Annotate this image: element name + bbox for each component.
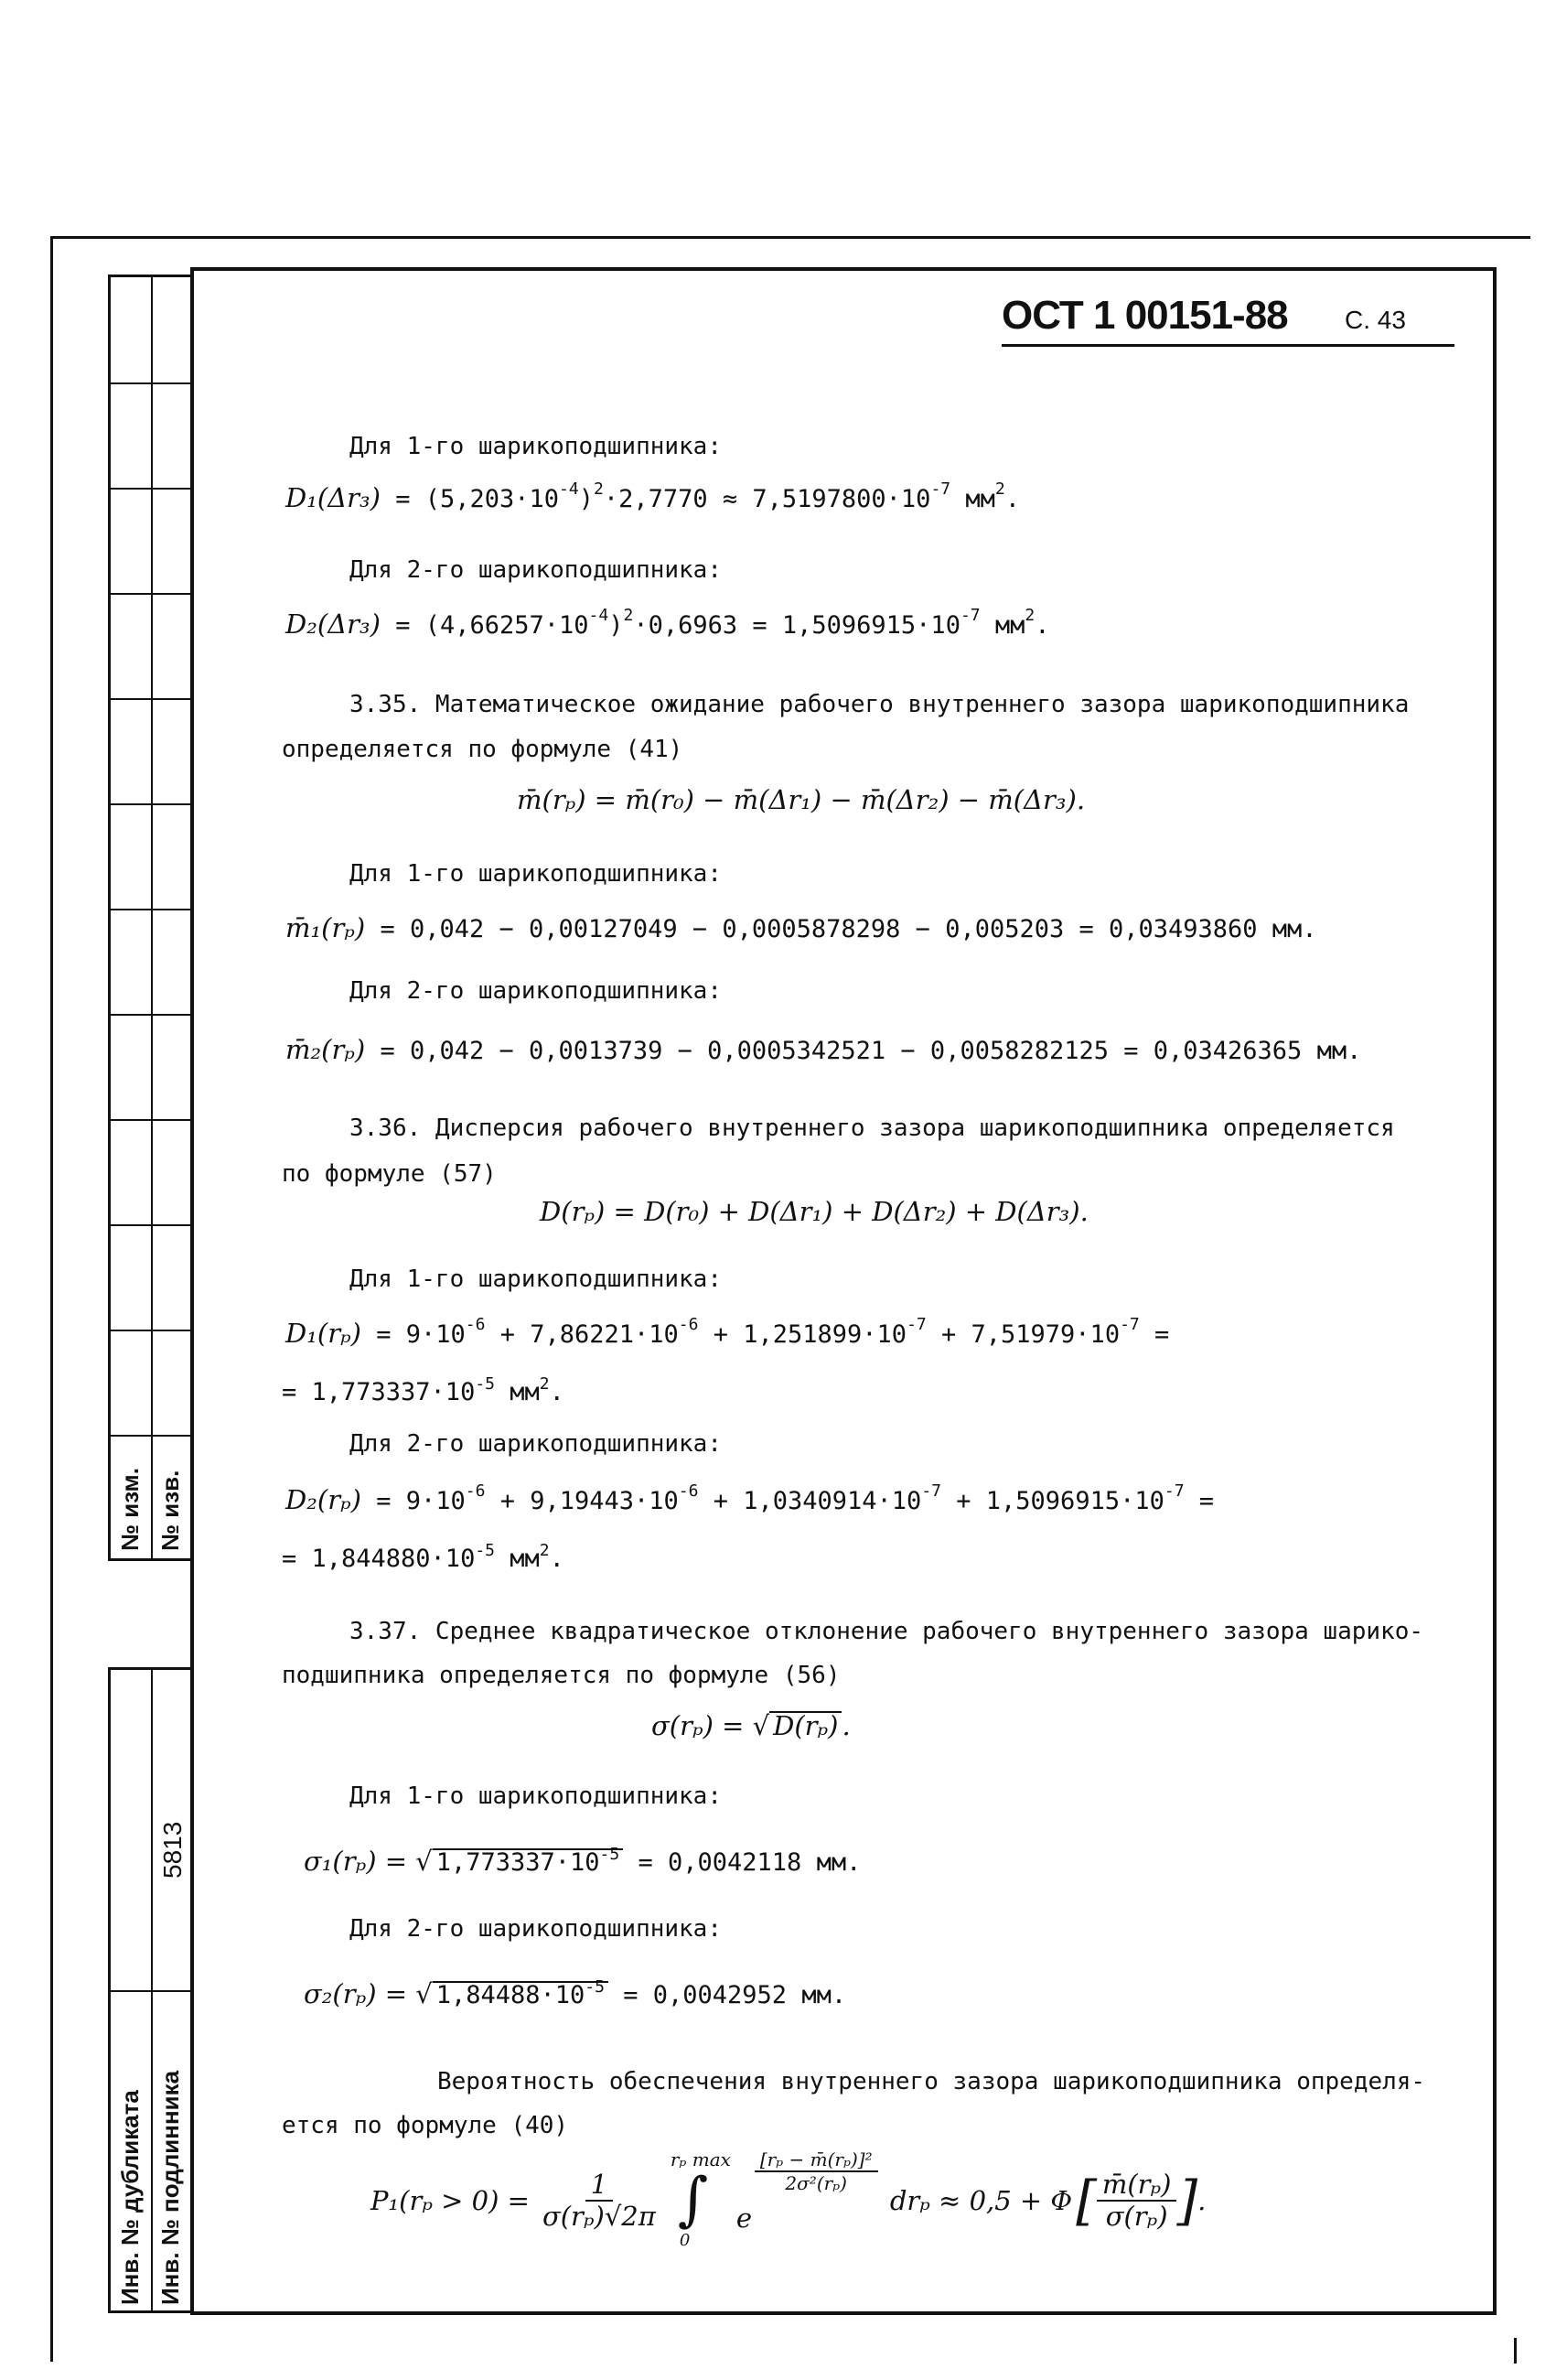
page-number: С. 43: [1345, 306, 1406, 334]
paragraph-337-cont: подшипника определяется по формуле (56): [282, 1662, 841, 1689]
text-line: Для 1-го шарикоподшипника:: [349, 1782, 722, 1810]
formula-d2-rp-cont: = $1,844880\cdot 10^{-5}$ $мм^2$.: [282, 1541, 564, 1573]
formula-m2: m̄₂(rₚ) = 0,042 − 0,0013739 − 0,0005342521 − 0,0058282125 = 0,03426365 мм.: [285, 1034, 1362, 1065]
text-line: Для 2-го шарикоподшипника:: [349, 1915, 722, 1943]
paragraph-336-cont: по формуле (57): [282, 1160, 497, 1188]
paragraph-335-cont: определяется по формуле (41): [282, 736, 683, 763]
paragraph-probability-cont: ется по формуле (40): [282, 2112, 569, 2139]
text-line: Для 2-го шарикоподшипника:: [349, 977, 722, 1005]
text-line: Для 2-го шарикоподшипника:: [349, 1430, 722, 1458]
formula-d1-rp-cont: = $1,773337\cdot 10^{-5}$ $мм^2$.: [282, 1374, 564, 1406]
text-line: Для 1-го шарикоподшипника:: [349, 433, 722, 460]
formula-m1: m̄₁(rₚ) = 0,042 − 0,00127049 − 0,0005878298 − 0,005203 = 0,03493860 мм.: [285, 912, 1317, 943]
inventory-number: 5813: [158, 1821, 187, 1879]
formula-d2-rp: $D_2(r_p) = 9\cdot 10^{-6} + 9,19443\cdot 10^{-6} + 1,0340914\cdot 10^{-7} + 1,5096915\cdot 10^{-7}$ =: [285, 1481, 1215, 1515]
formula-56: σ(rₚ) = √ D(rₚ) .: [651, 1710, 851, 1741]
edge-mark: [1514, 2338, 1517, 2364]
original-inventory-label: Инв. № подлинника: [156, 2070, 184, 2305]
formula-d1-dr3: $D_1(\Delta r_3) = (5,203\cdot 10^{-4})^2\cdot 2,7770 \approx 7,5197800\cdot 10^{-7}$ $мм^2$.: [285, 479, 1021, 513]
text-line: Для 1-го шарикоподшипника:: [349, 1265, 722, 1293]
formula-57: D(rₚ) = D(r₀) + D(Δr₁) + D(Δr₂) + D(Δr₃).: [540, 1196, 1089, 1227]
text-line: Для 1-го шарикоподшипника:: [349, 860, 722, 888]
duplicate-inventory-label: Инв. № дубликата: [116, 2090, 144, 2305]
formula-d1-rp: $D_1(r_p) = 9\cdot 10^{-6} + 7,86221\cdot 10^{-6} + 1,251899\cdot 10^{-7} + 7,51979\cdot 10^{-7}$ =: [285, 1315, 1170, 1349]
inventory-strip: [108, 1667, 193, 2313]
formula-sigma1: σ₁(rₚ) = √ $1,773337\cdot 10^{-5} = 0,0042118$ мм.: [304, 1845, 862, 1877]
paragraph-336: 3.36. Дисперсия рабочего внутреннего зазора шарикоподшипника определяется: [349, 1115, 1395, 1142]
formula-40: P₁(rₚ > 0) = $\frac{1}{\text{σ(rₚ)√2π}}$ rₚ max ∫ 0 e $\frac{\text{[rₚ − m̄(rₚ)]²}}{\text{2σ²(rₚ)}}$ drₚ ≈ 0,5 + Φ [ $\frac{\text{m̄(rₚ)}}{\text{σ(rₚ)}}$ ] .: [370, 2148, 1207, 2250]
revision-strip: [108, 275, 193, 1561]
document-code: ОСТ 1 00151-88: [1002, 293, 1288, 338]
page-header: [1002, 293, 1454, 347]
paragraph-probability: Вероятность обеспечения внутреннего зазора шарикоподшипника определя-: [437, 2068, 1426, 2095]
paragraph-335: 3.35. Математическое ожидание рабочего внутреннего зазора шарикоподшипника: [349, 691, 1410, 718]
formula-sigma2: σ₂(rₚ) = √ $1,84488\cdot 10^{-5} = 0,0042952$ мм.: [304, 1977, 847, 2009]
formula-d2-dr3: $D_2(\Delta r_3) = (4,66257\cdot 10^{-4})^2\cdot 0,6963 = 1,5096915\cdot 10^{-7}$ $мм^2$.: [285, 606, 1050, 640]
revision-notice-label: № изв.: [156, 1470, 184, 1551]
formula-41: m̄(rₚ) = m̄(r₀) − m̄(Δr₁) − m̄(Δr₂) − m̄(Δr₃).: [517, 784, 1086, 815]
revision-change-label: № изм.: [116, 1468, 144, 1551]
paragraph-337: 3.37. Среднее квадратическое отклонение рабочего внутреннего зазора шарико-: [349, 1618, 1423, 1645]
text-line: Для 2-го шарикоподшипника:: [349, 556, 722, 584]
